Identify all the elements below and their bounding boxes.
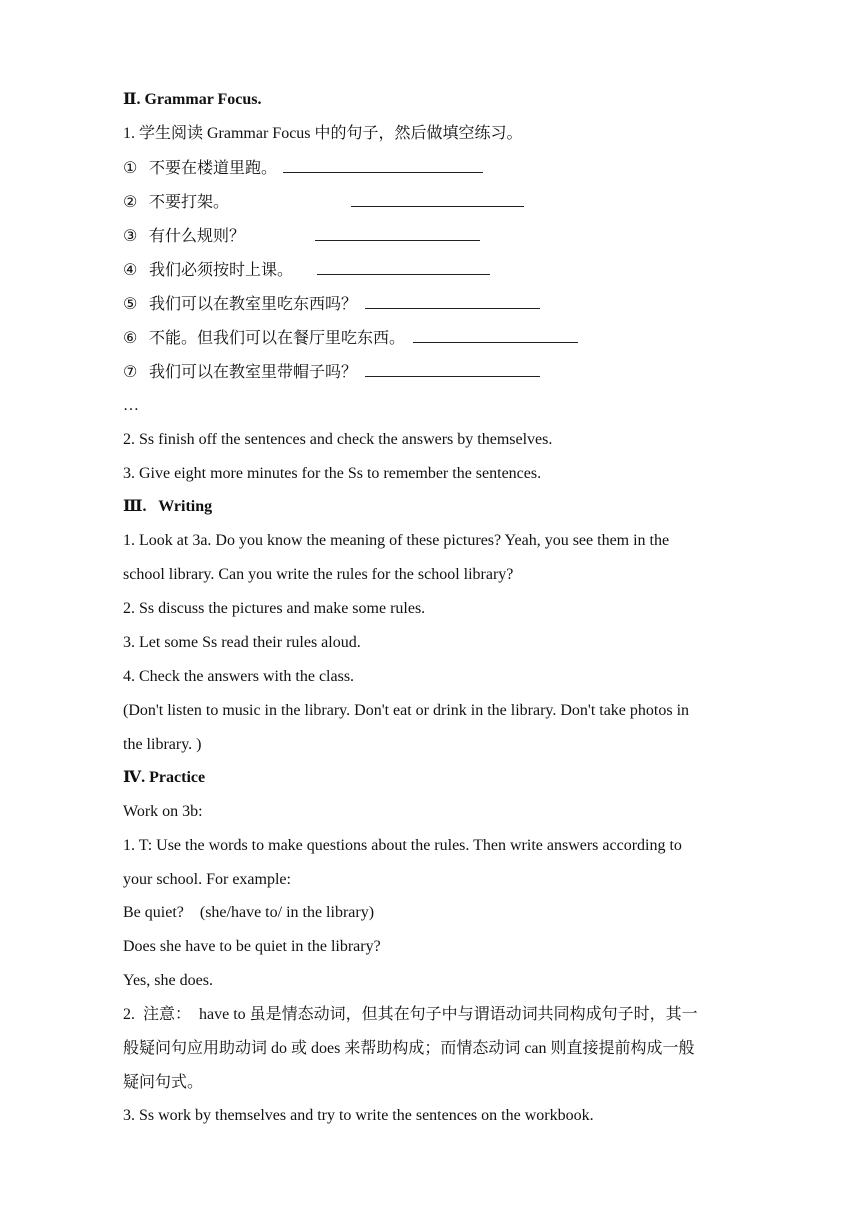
practice-example-prompt: Be quiet? (she/have to/ in the library) — [123, 904, 375, 921]
item-text: 有什么规则？ — [149, 228, 246, 245]
item-number: ⑤ — [123, 296, 138, 313]
writing-step-2: 2. Ss discuss the pictures and make some rules. — [123, 600, 426, 617]
writing-answers-line-1: (Don't listen to music in the library. Don't eat or drink in the library. Don't take photos in — [123, 702, 690, 719]
answer-blank[interactable] — [365, 362, 540, 377]
exercise-item-4 — [123, 260, 490, 280]
practice-step-2-line-2: 般疑问句应用助动词 do 或 does 来帮助构成；而情态动词 can 则直接提前构成一般 — [123, 1040, 695, 1057]
writing-step-1-line-1: 1. Look at 3a. Do you know the meaning of these pictures? Yeah, you see them in the — [123, 532, 670, 549]
answer-blank[interactable] — [315, 226, 480, 241]
section-heading-practice: Ⅳ. Practice — [123, 769, 206, 786]
section-heading-writing: Ⅲ. Writing — [123, 498, 213, 515]
item-text: 不能。但我们可以在餐厅里吃东西。 — [149, 330, 406, 347]
exercise-item-2 — [123, 192, 524, 212]
item-text: 不要打架。 — [149, 194, 230, 211]
exercise-item-7 — [123, 362, 540, 382]
answer-blank[interactable] — [413, 328, 578, 343]
item-text: 我们可以在教室里带帽子吗？ — [149, 364, 358, 381]
exercise-item-1 — [123, 158, 483, 178]
practice-step-2-line-3: 疑问句式。 — [123, 1074, 204, 1091]
practice-work-on: Work on 3b: — [123, 803, 203, 820]
writing-step-3: 3. Let some Ss read their rules aloud. — [123, 634, 361, 651]
item-number: ② — [123, 194, 138, 211]
practice-example-question: Does she have to be quiet in the library? — [123, 938, 381, 955]
item-text: 我们必须按时上课。 — [149, 262, 294, 279]
item-text: 不要在楼道里跑。 — [149, 160, 278, 177]
writing-step-1-line-2: school library. Can you write the rules for the school library? — [123, 566, 514, 583]
writing-answers-line-2: the library. ) — [123, 736, 202, 753]
answer-blank[interactable] — [317, 260, 490, 275]
item-number: ⑦ — [123, 364, 138, 381]
ellipsis: … — [123, 397, 139, 414]
practice-step-3: 3. Ss work by themselves and try to write the sentences on the workbook. — [123, 1107, 594, 1124]
answer-blank[interactable] — [365, 294, 540, 309]
grammar-step-1: 1. 学生阅读 Grammar Focus 中的句子，然后做填空练习。 — [123, 125, 523, 142]
answer-blank[interactable] — [283, 158, 483, 173]
practice-example-answer: Yes, she does. — [123, 972, 213, 989]
item-text: 我们可以在教室里吃东西吗？ — [149, 296, 358, 313]
exercise-item-5 — [123, 294, 540, 314]
practice-step-2-line-1: 2. 注意： have to 虽是情态动词，但其在句子中与谓语动词共同构成句子时，其一 — [123, 1006, 698, 1023]
item-number: ③ — [123, 228, 138, 245]
writing-step-4: 4. Check the answers with the class. — [123, 668, 355, 685]
grammar-step-3: 3. Give eight more minutes for the Ss to remember the sentences. — [123, 465, 542, 482]
answer-blank[interactable] — [351, 192, 524, 207]
item-number: ① — [123, 160, 138, 177]
grammar-step-2: 2. Ss finish off the sentences and check the answers by themselves. — [123, 431, 553, 448]
practice-step-1-line-1: 1. T: Use the words to make questions about the rules. Then write answers according to — [123, 837, 682, 854]
exercise-item-3 — [123, 226, 480, 246]
practice-step-1-line-2: your school. For example: — [123, 871, 291, 888]
exercise-item-6 — [123, 328, 578, 348]
item-number: ④ — [123, 262, 138, 279]
item-number: ⑥ — [123, 330, 138, 347]
section-heading-grammar-focus: Ⅱ. Grammar Focus. — [123, 91, 262, 108]
